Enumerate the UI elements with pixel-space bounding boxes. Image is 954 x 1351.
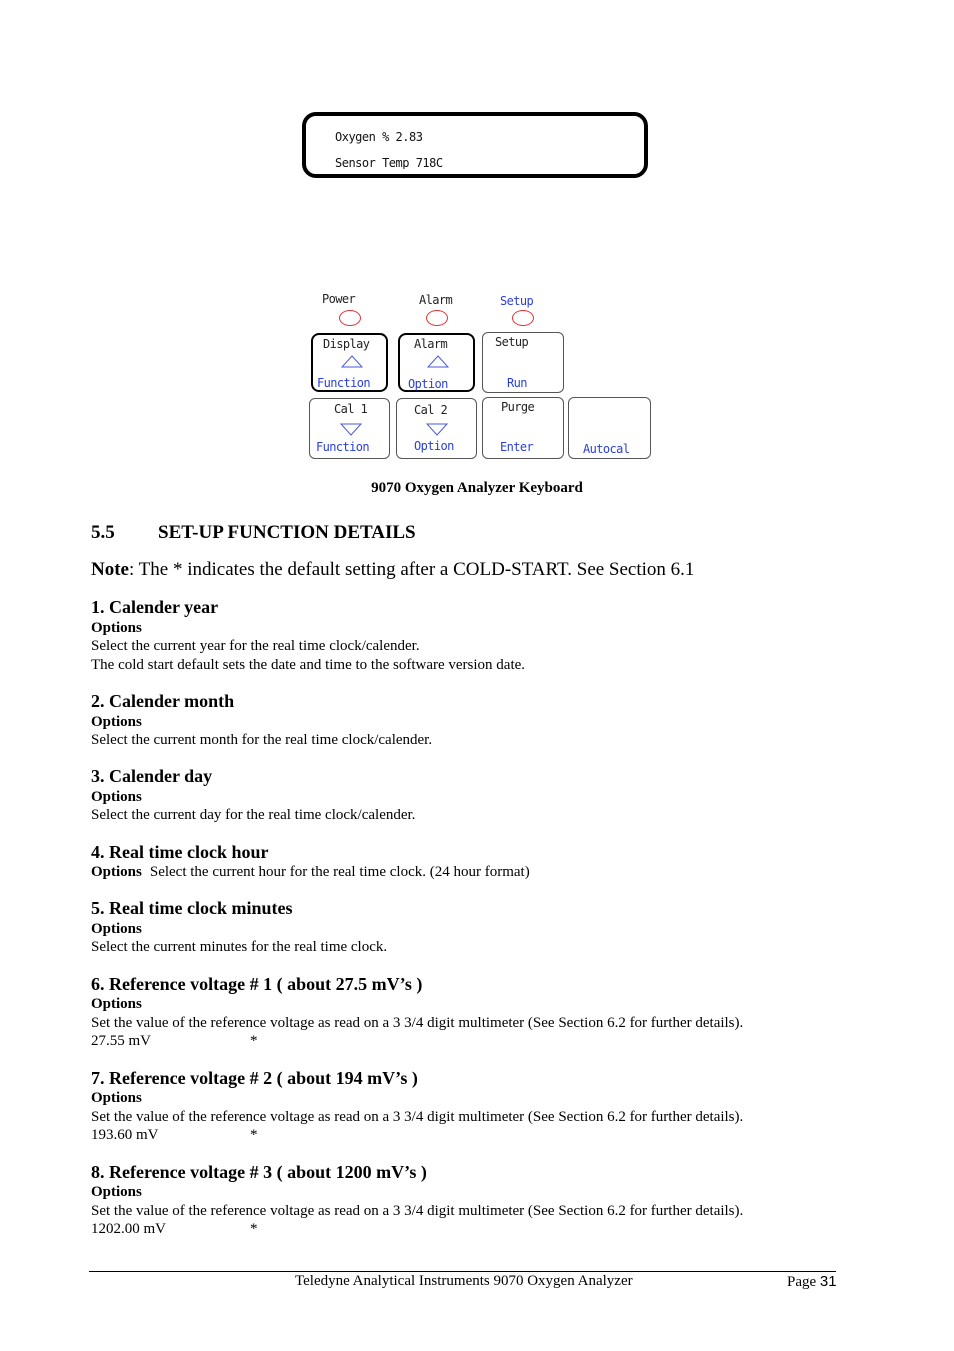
item-text: The cold start default sets the date and time to the software version date. <box>91 657 526 673</box>
setup-led-icon <box>512 310 534 326</box>
footer-title: Teledyne Analytical Instruments 9070 Oxygen Analyzer <box>295 1273 633 1289</box>
lcd-line-sensor-temp: Sensor Temp 718C <box>335 156 443 169</box>
lcd-display <box>302 112 648 178</box>
page-label: Page <box>787 1274 817 1290</box>
options-label: Options <box>91 789 142 805</box>
default-value: 193.60 mV <box>91 1127 159 1143</box>
purge-enter-key[interactable] <box>482 397 564 459</box>
setup-run-key[interactable] <box>482 332 564 393</box>
item-text: Select the current day for the real time clock/calender. <box>91 807 416 823</box>
options-label: Options <box>91 620 142 636</box>
key-bottom-label: Enter <box>500 440 534 454</box>
power-led-icon <box>339 310 361 326</box>
item-heading: 4. Real time clock hour <box>91 842 269 862</box>
options-label: Options <box>91 714 142 730</box>
default-marker: * <box>250 1127 258 1143</box>
up-triangle-icon <box>341 355 363 368</box>
led-label-alarm: Alarm <box>419 293 453 307</box>
note-label: Note <box>91 559 129 580</box>
options-label: Options <box>91 996 142 1012</box>
key-top-label: Alarm <box>414 337 448 351</box>
up-triangle-icon <box>427 355 449 368</box>
key-bottom-label: Autocal <box>583 442 630 454</box>
item-text: Set the value of the reference voltage as read on a 3 3/4 digit multimeter (See Section 6.2 for further details). <box>91 1203 744 1219</box>
key-top-label: Display <box>323 337 370 351</box>
options-line <box>91 864 530 881</box>
item-text: Select the current month for the real time clock/calender. <box>91 732 433 748</box>
key-top-label: Cal 1 <box>334 402 368 416</box>
item-text: Set the value of the reference voltage as read on a 3 3/4 digit multimeter (See Section 6.2 for further details). <box>91 1109 744 1125</box>
options-label: Options <box>91 1184 142 1200</box>
options-label: Options <box>91 921 142 937</box>
item-heading: 7. Reference voltage # 2 ( about 194 mV’s ) <box>91 1068 418 1088</box>
item-heading: 2. Calender month <box>91 691 235 711</box>
key-bottom-label: Option <box>414 439 454 453</box>
default-marker: * <box>250 1221 258 1237</box>
page-number: 31 <box>819 1273 837 1290</box>
section-heading <box>91 522 416 544</box>
item-heading: 6. Reference voltage # 1 ( about 27.5 mV’s ) <box>91 974 423 994</box>
item-heading: 5. Real time clock minutes <box>91 898 293 918</box>
display-function-key[interactable] <box>311 333 388 392</box>
led-label-power: Power <box>322 292 356 306</box>
figure-caption: 9070 Oxygen Analyzer Keyboard <box>371 480 583 496</box>
item-heading: 3. Calender day <box>91 766 213 786</box>
led-label-setup: Setup <box>500 294 534 308</box>
note-text: : The * indicates the default setting after a COLD-START. See Section 6.1 <box>128 559 695 580</box>
item-heading: 1. Calender year <box>91 597 219 617</box>
item-text: Select the current hour for the real time clock. (24 hour format) <box>149 864 530 880</box>
footer-rule <box>89 1271 836 1272</box>
key-top-label: Purge <box>501 400 535 414</box>
section-number: 5.5 <box>91 522 115 543</box>
key-bottom-label: Run <box>507 376 527 390</box>
footer-page <box>787 1273 837 1291</box>
item-heading: 8. Reference voltage # 3 ( about 1200 mV’s ) <box>91 1162 427 1182</box>
key-bottom-label: Function <box>317 376 370 390</box>
key-top-label: Cal 2 <box>414 403 448 417</box>
section-title: SET-UP FUNCTION DETAILS <box>158 522 416 543</box>
alarm-option-key[interactable] <box>398 333 475 392</box>
key-bottom-label: Option <box>408 377 448 391</box>
lcd-line-oxygen: Oxygen % 2.83 <box>335 130 423 144</box>
cal1-function-key[interactable] <box>309 398 390 459</box>
key-top-label: Setup <box>495 335 529 349</box>
default-value: 1202.00 mV <box>91 1221 166 1237</box>
down-triangle-icon <box>426 423 448 436</box>
options-label: Options <box>91 1090 142 1106</box>
autocal-key[interactable] <box>568 397 651 459</box>
alarm-led-icon <box>426 310 448 326</box>
options-label: Options <box>91 864 142 880</box>
item-text: Select the current year for the real time clock/calender. <box>91 638 420 654</box>
default-value: 27.55 mV <box>91 1033 151 1049</box>
note-paragraph <box>91 559 694 581</box>
item-text: Set the value of the reference voltage as read on a 3 3/4 digit multimeter (See Section 6.2 for further details). <box>91 1015 744 1031</box>
cal2-option-key[interactable] <box>396 398 477 459</box>
down-triangle-icon <box>340 423 362 436</box>
default-marker: * <box>250 1033 258 1049</box>
item-text: Select the current minutes for the real time clock. <box>91 939 388 955</box>
key-bottom-label: Function <box>316 440 369 454</box>
